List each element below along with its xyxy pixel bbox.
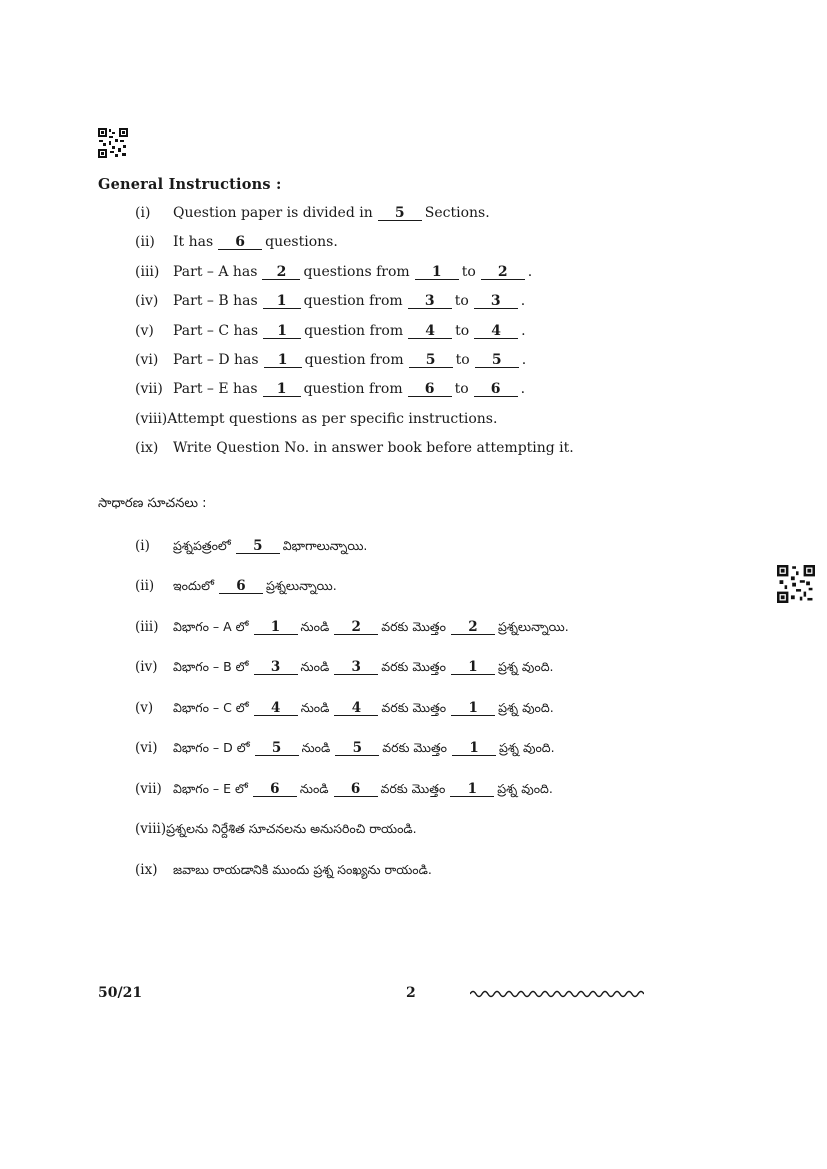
item-text: . [527, 264, 533, 280]
blank-value: 1 [263, 382, 301, 397]
item-text: ఇందులో [173, 578, 214, 593]
item-text: విభాగం – B లో [173, 659, 249, 674]
blank-value: 6 [218, 235, 262, 250]
item-number: (vii) [135, 381, 163, 397]
item-text: Part – A has [173, 264, 258, 280]
instruction-item [135, 381, 525, 397]
blank-value: 3 [408, 294, 452, 309]
item-text: విభాగాలున్నాయి. [282, 538, 368, 553]
blank-value: 5 [255, 741, 299, 756]
item-number: (vii) [135, 781, 162, 797]
telugu-instructions-heading: సాధారణ సూచనలు : [98, 496, 207, 511]
blank-value: 2 [262, 265, 300, 280]
item-text: వరకు మొత్తం [380, 781, 446, 796]
blank-value: 3 [334, 660, 378, 675]
item-text: Part – C has [173, 323, 259, 339]
blank-value: 1 [452, 741, 496, 756]
item-number: (ii) [135, 234, 155, 250]
page-number: 2 [406, 985, 416, 1001]
item-text: to [454, 381, 469, 397]
blank-value: 6 [474, 382, 518, 397]
blank-value: 1 [263, 324, 301, 339]
instruction-item [135, 205, 492, 221]
instruction-item [135, 411, 499, 427]
item-text: ప్రశ్నపత్రంలో [173, 538, 231, 553]
item-text: questions. [265, 234, 338, 250]
item-text: question from [303, 293, 403, 309]
item-text: విభాగం – C లో [173, 700, 249, 715]
item-text: ప్రశ్న వుంది. [498, 700, 554, 715]
item-text: It has [173, 234, 214, 250]
item-text: Part – E has [173, 381, 258, 397]
instruction-item [135, 234, 340, 250]
item-text: to [454, 293, 469, 309]
item-number: (v) [135, 700, 154, 716]
telugu-instruction-item [135, 700, 556, 719]
item-number: (i) [135, 205, 151, 221]
item-text: నుండి [301, 740, 331, 755]
instruction-item [135, 440, 576, 456]
item-text: నుండి [300, 700, 330, 715]
item-text: ప్రశ్న వుంది. [499, 740, 555, 755]
instruction-item [135, 352, 526, 368]
item-text: . [521, 323, 526, 339]
blank-value: 6 [253, 782, 297, 797]
item-text: question from [303, 381, 403, 397]
telugu-instruction-item [135, 659, 556, 678]
item-text: Write Question No. in answer book before attempting it. [173, 440, 574, 456]
item-text: Part – B has [173, 293, 258, 309]
instruction-item [135, 264, 532, 280]
qr-code-icon [776, 565, 816, 603]
item-text: వరకు మొత్తం [381, 700, 447, 715]
item-text: ప్రశ్న వుంది. [497, 659, 554, 674]
item-number: (vi) [135, 352, 159, 368]
blank-value: 4 [334, 701, 378, 716]
instruction-item [135, 293, 525, 309]
blank-value: 2 [481, 265, 525, 280]
item-text: విభాగం – A లో [173, 619, 249, 634]
telugu-instruction-item [135, 740, 557, 759]
item-text: to [455, 323, 470, 339]
item-text: ప్రశ్నలున్నాయి. [265, 578, 337, 593]
blank-value: 5 [335, 741, 379, 756]
item-text: జవాబు రాయడానికి ముందు ప్రశ్న సంఖ్యను రాయండి. [173, 862, 432, 877]
item-number: (ix) [135, 862, 158, 878]
item-text: . [521, 352, 527, 368]
item-number: (iv) [135, 293, 159, 309]
blank-value: 2 [334, 620, 378, 635]
blank-value: 5 [236, 539, 280, 554]
item-text: వరకు మొత్తం [382, 740, 448, 755]
blank-value: 1 [415, 265, 459, 280]
item-text: వరకు మొత్తం [381, 619, 446, 634]
telugu-instruction-item [135, 781, 555, 800]
blank-value: 1 [263, 294, 301, 309]
item-text: ప్రశ్న వుంది. [497, 781, 553, 796]
wavy-line-icon [470, 988, 644, 1000]
blank-value: 1 [254, 620, 298, 635]
telugu-instruction-item [135, 578, 339, 597]
item-text: ప్రశ్నలను నిర్దేశిత సూచనలను అనుసరించి రాయండి. [166, 821, 417, 836]
item-text: question from [304, 352, 404, 368]
item-number: (i) [135, 538, 150, 554]
item-text: విభాగం – E లో [173, 781, 248, 796]
item-text: ప్రశ్నలున్నాయి. [497, 619, 569, 634]
item-text: Attempt questions as per specific instructions. [167, 411, 498, 427]
instruction-item [135, 323, 526, 339]
blank-value: 6 [219, 579, 263, 594]
item-text: విభాగం – D లో [173, 740, 250, 755]
blank-value: 5 [409, 353, 453, 368]
item-text: వరకు మొత్తం [381, 659, 446, 674]
blank-value: 4 [254, 701, 298, 716]
item-text: Part – D has [173, 352, 259, 368]
item-text: నుండి [300, 619, 330, 634]
item-text: . [520, 381, 526, 397]
general-instructions-heading: General Instructions : [98, 176, 282, 193]
blank-value: 5 [475, 353, 519, 368]
telugu-instruction-item [135, 821, 419, 840]
item-number: (v) [135, 323, 154, 339]
item-number: (vi) [135, 740, 158, 756]
item-number: (viii) [135, 411, 168, 427]
item-number: (ii) [135, 578, 155, 594]
item-text: to [455, 352, 470, 368]
telugu-instruction-item [135, 538, 369, 557]
item-number: (ix) [135, 440, 159, 456]
telugu-instruction-item [135, 862, 434, 881]
item-text: . [520, 293, 526, 309]
blank-value: 1 [451, 660, 495, 675]
blank-value: 3 [474, 294, 518, 309]
item-text: Sections. [424, 205, 490, 221]
blank-value: 2 [451, 620, 495, 635]
item-number: (iv) [135, 659, 158, 675]
item-text: to [461, 264, 476, 280]
telugu-instruction-item [135, 619, 571, 638]
item-number: (viii) [135, 821, 167, 837]
blank-value: 4 [474, 324, 518, 339]
qr-code-icon [98, 128, 128, 158]
blank-value: 1 [450, 782, 494, 797]
item-text: questions from [303, 264, 410, 280]
item-number: (iii) [135, 619, 159, 635]
blank-value: 3 [254, 660, 298, 675]
blank-value: 1 [451, 701, 495, 716]
item-number: (iii) [135, 264, 160, 280]
paper-code: 50/21 [98, 985, 143, 1001]
blank-value: 1 [264, 353, 302, 368]
blank-value: 6 [408, 382, 452, 397]
blank-value: 6 [334, 782, 378, 797]
item-text: Question paper is divided in [173, 205, 373, 221]
blank-value: 5 [378, 206, 422, 221]
item-text: నుండి [300, 659, 330, 674]
item-text: question from [304, 323, 404, 339]
blank-value: 4 [408, 324, 452, 339]
item-text: నుండి [299, 781, 329, 796]
